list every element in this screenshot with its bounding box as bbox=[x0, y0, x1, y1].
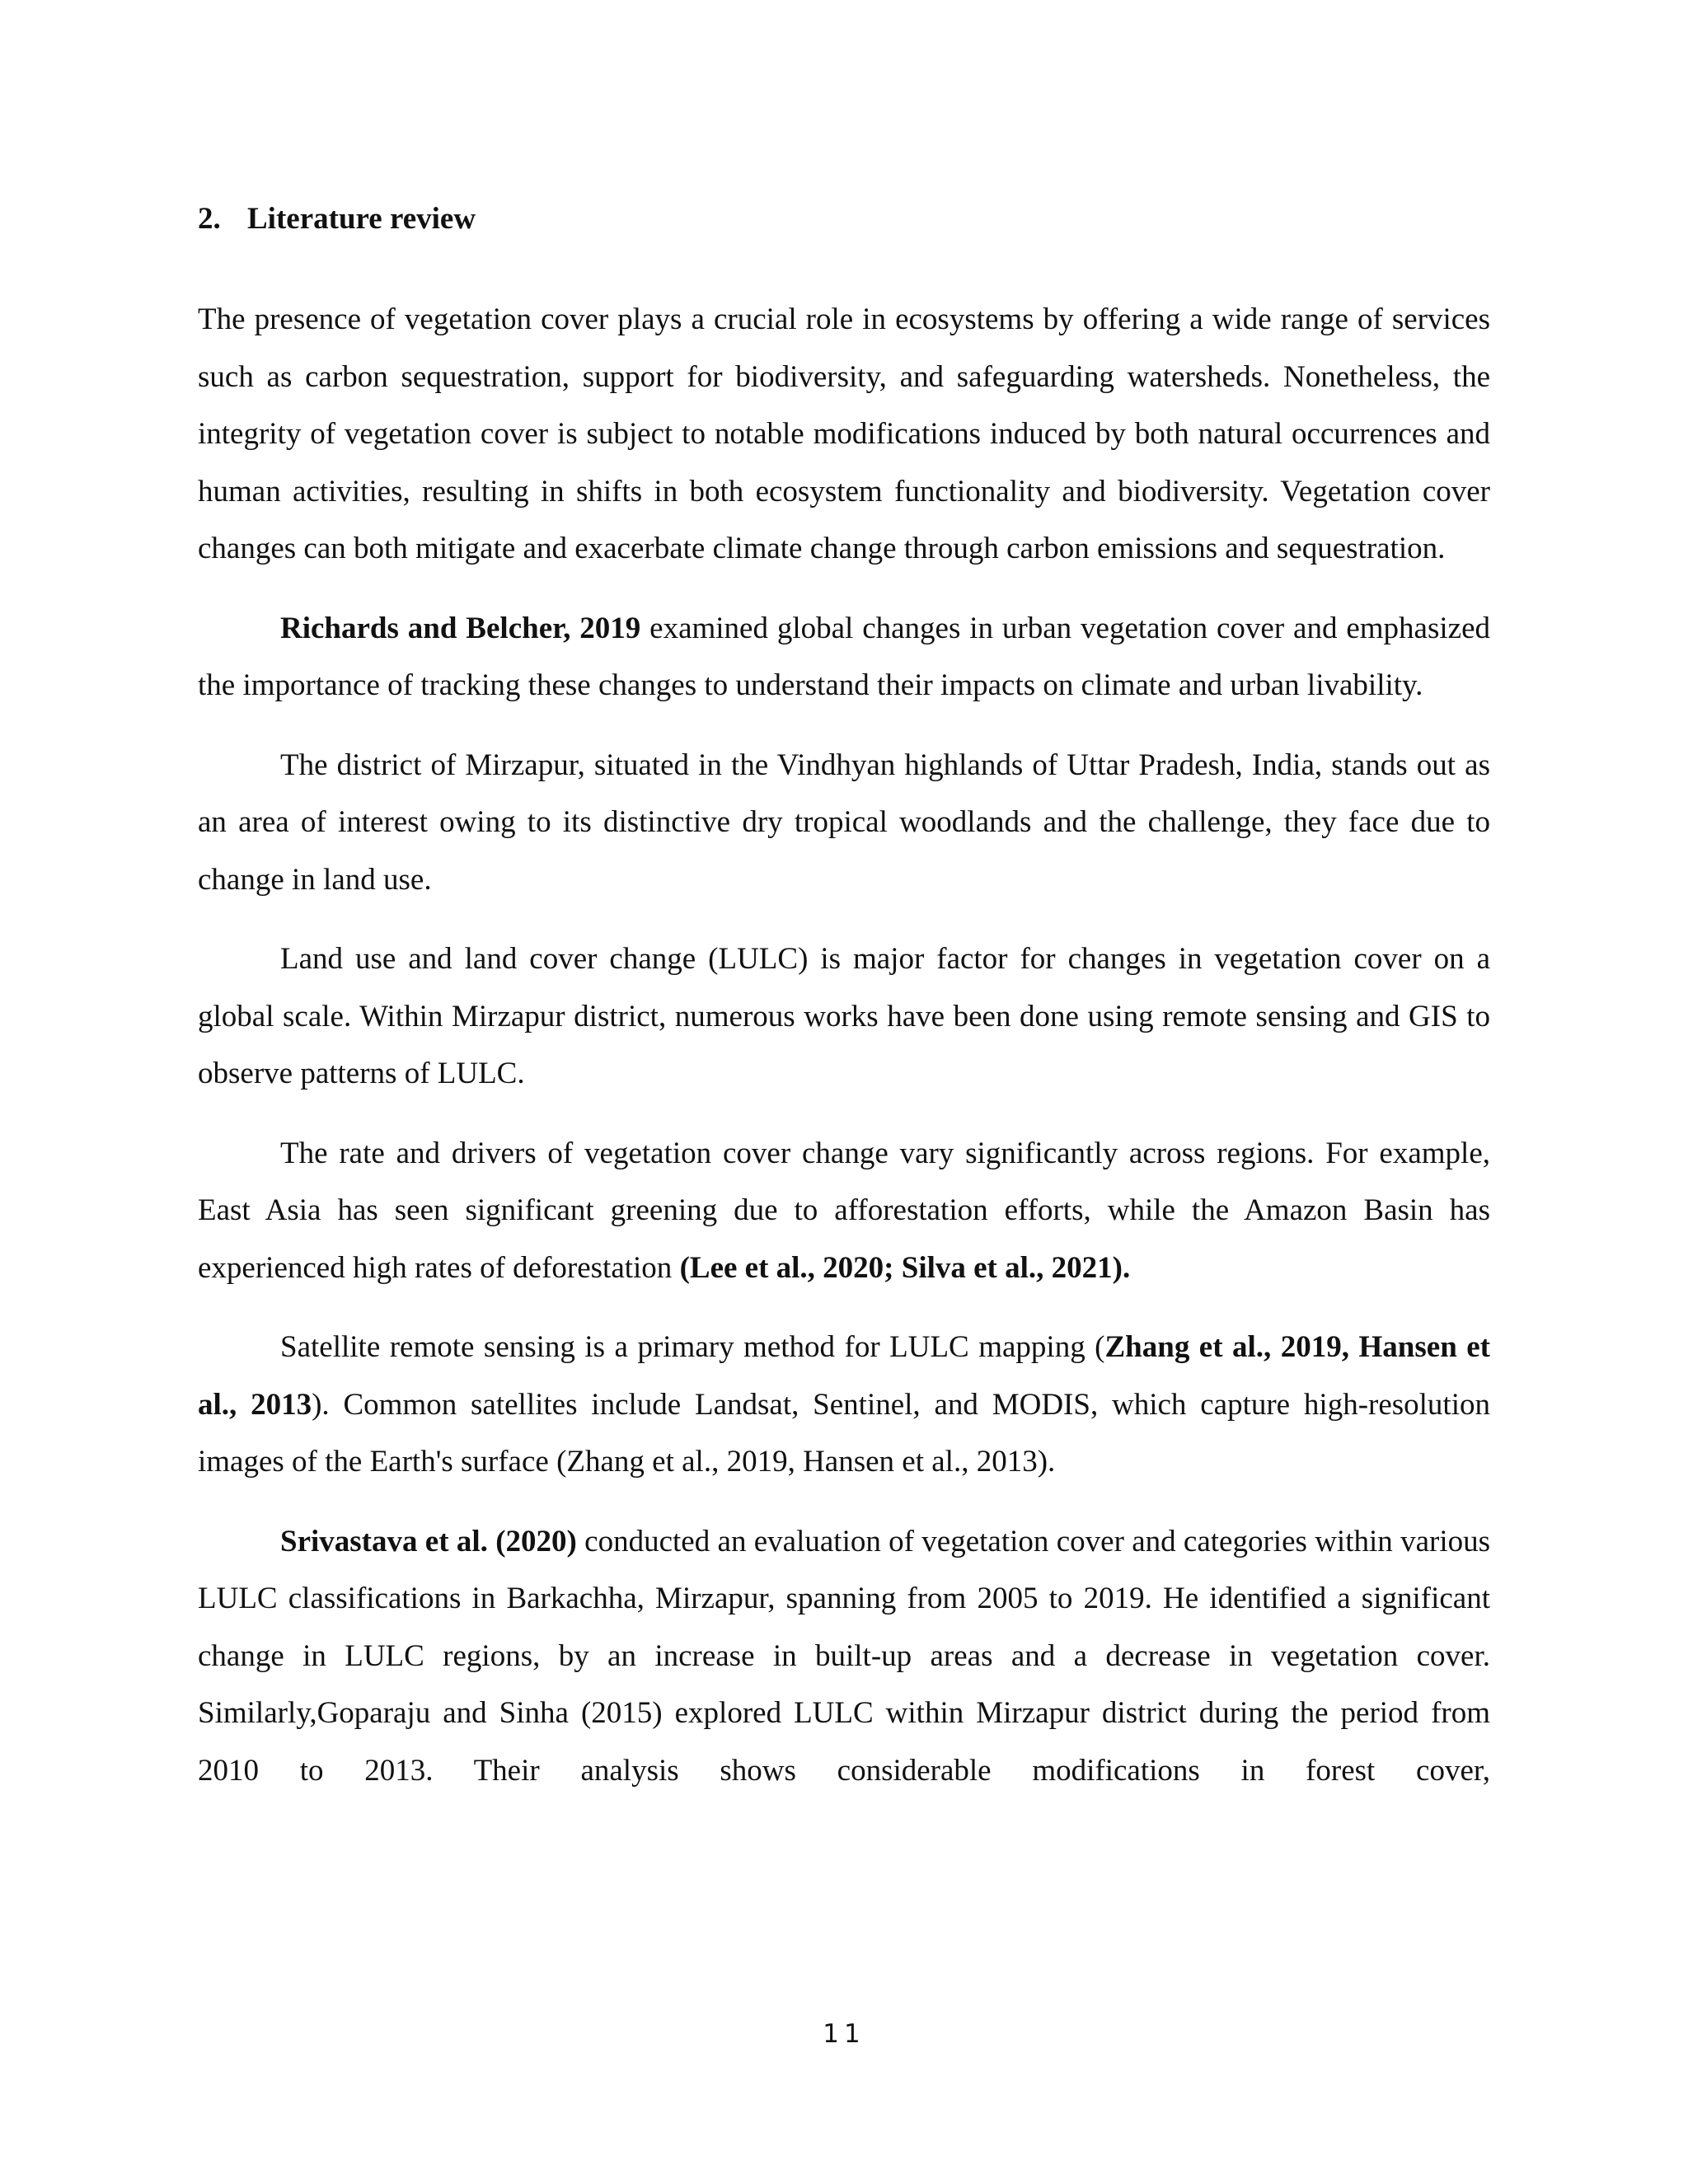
citation-bold: Zhang et al., 2019, Hansen et al., 2013 bbox=[198, 1330, 1490, 1422]
paragraph-text: Satellite remote sensing is a primary method for LULC mapping ( bbox=[280, 1330, 1105, 1364]
citation-bold: Richards and Belcher, 2019 bbox=[280, 611, 641, 645]
paragraph-srivastava bbox=[198, 1513, 1490, 1800]
paragraph-lulc bbox=[198, 930, 1490, 1103]
paragraph-remote-sensing bbox=[198, 1319, 1490, 1491]
paragraph-text: The district of Mirzapur, situated in the Vindhyan highlands of Uttar Pradesh, India, stands out as an area of interest owing to its distinctive dry tropical woodlands and the challenge, they face due to change in land use. bbox=[198, 748, 1490, 897]
citation-bold: Srivastava et al. (2020) bbox=[280, 1524, 577, 1558]
paragraph-text: conducted an evaluation of vegetation cover and categories within various LULC classifications in Barkachha, Mirzapur, spanning from 2005 to 2019. He identified a significant change in LULC regions, by an increase in built-up areas and a decrease in vegetation cover. Similarly,Goparaju and Sinha (2015) explored LULC within Mirzapur district during the period from 2010 to 2013. Their analysis shows considerable modifications in forest cover, bbox=[198, 1524, 1491, 1788]
paragraph-richards-belcher bbox=[198, 600, 1490, 715]
paragraph-text: ). Common satellites include Landsat, Sentinel, and MODIS, which capture high-resolution images of the Earth's surface (Zhang et al., 2019, Hansen et al., 2013). bbox=[198, 1387, 1490, 1479]
paragraph-mirzapur bbox=[198, 737, 1490, 909]
citation-bold: (Lee et al., 2020; Silva et al., 2021). bbox=[679, 1250, 1131, 1285]
paragraph-intro bbox=[198, 291, 1490, 578]
paragraph-text: The rate and drivers of vegetation cover change vary significantly across regions. For example, East Asia has seen significant greening due to afforestation efforts, while the Amazon Basin has experienced high rates of deforestation bbox=[198, 1136, 1490, 1285]
paragraph-text: Land use and land cover change (LULC) is major factor for changes in vegetation cover on a global scale. Within Mirzapur district, numerous works have been done using remote sensing and GIS to observe patterns of LULC. bbox=[198, 942, 1490, 1090]
body-text bbox=[198, 291, 1490, 1799]
page-number: 11 bbox=[823, 2019, 865, 2049]
section-number: 2. bbox=[198, 202, 221, 236]
paragraph-text: examined global changes in urban vegetation cover and emphasized the importance of tracking these changes to understand their impacts on climate and urban livability. bbox=[198, 611, 1490, 702]
section-title: Literature review bbox=[247, 202, 476, 236]
section-heading bbox=[198, 199, 476, 239]
paragraph-rate-drivers bbox=[198, 1125, 1490, 1297]
paragraph-text: The presence of vegetation cover plays a crucial role in ecosystems by offering a wide range of services such as carbon sequestration, support for biodiversity, and safeguarding watersheds. Nonetheless, the integrity of vegetation cover is subject to notable modifications induced by both natural occurrences and human activities, resulting in shifts in both ecosystem functionality and biodiversity. Vegetation cover changes can both mitigate and exacerbate climate change through carbon emissions and sequestration. bbox=[198, 302, 1490, 565]
